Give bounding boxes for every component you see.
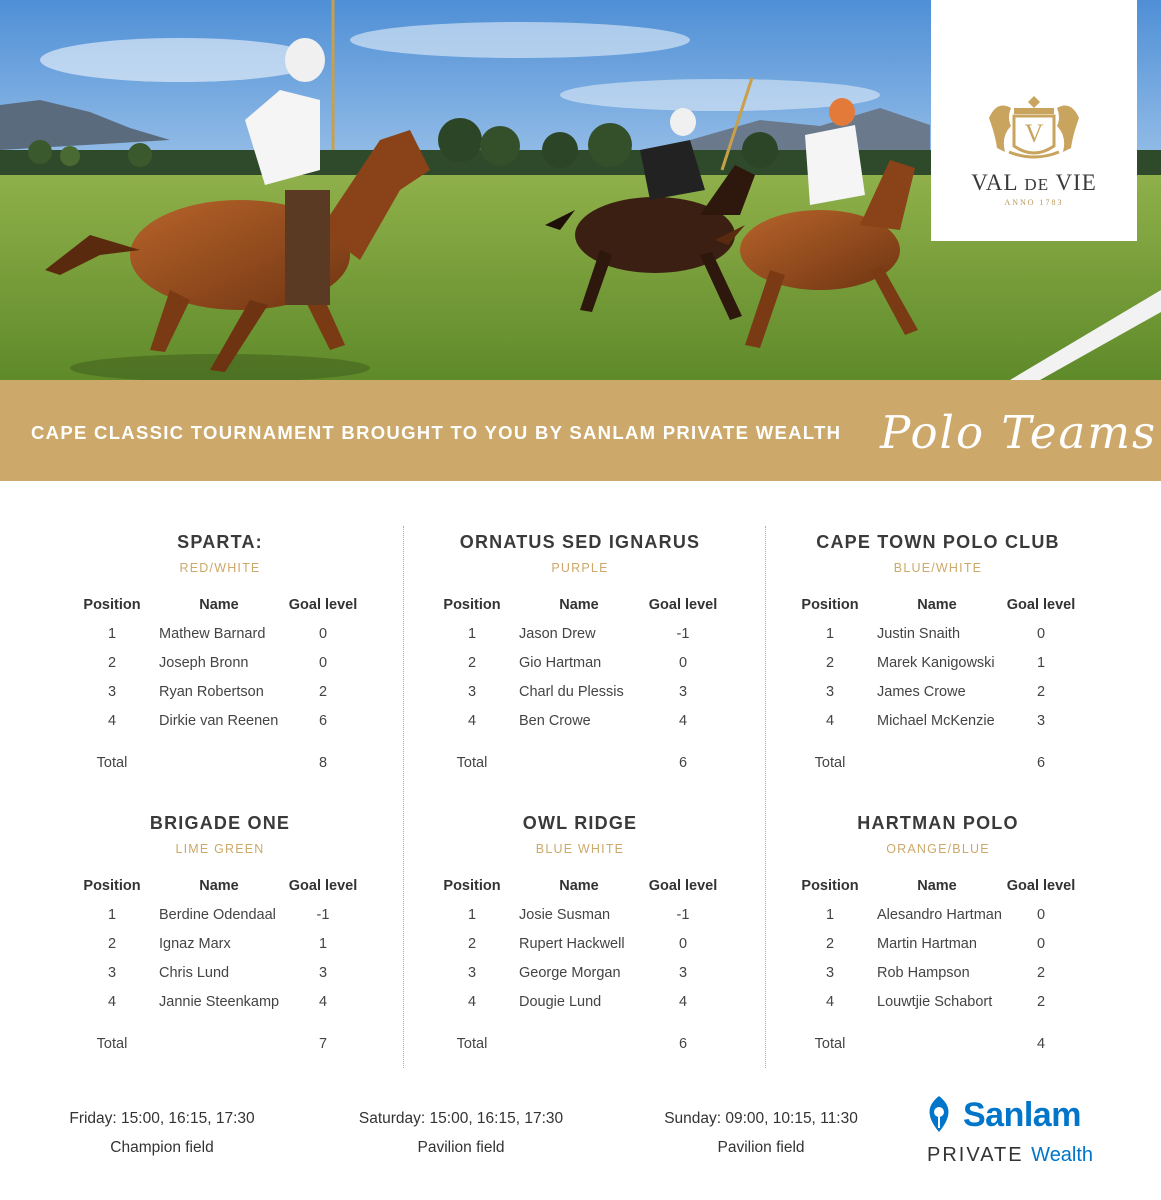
schedule-field: Pavilion field [717,1139,805,1156]
column-divider [403,526,404,1068]
schedule-time: Sunday: 09:00, 10:15, 11:30 [664,1110,858,1127]
player-goal-level: 0 [318,626,328,642]
team-colors: ORANGE/BLUE [886,842,990,856]
player-position: 1 [825,626,835,642]
total-label: Total [814,755,846,771]
player-name: Dougie Lund [519,994,602,1010]
player-goal-level: 2 [318,684,328,700]
header-position: Position [443,878,501,894]
team-name: SPARTA: [177,532,263,552]
team-block [788,813,1088,1052]
val-de-vie-logo [931,0,1137,241]
player-position: 3 [825,684,835,700]
team-block [430,532,730,771]
player-position: 1 [107,626,117,642]
player-name: Gio Hartman [519,655,602,671]
team-colors: RED/WHITE [179,561,261,575]
team-total: 8 [318,755,328,771]
player-goal-level: 0 [1036,936,1046,952]
player-goal-level: 3 [318,965,328,981]
player-name: Rob Hampson [877,965,970,981]
player-name: George Morgan [519,965,621,981]
header-goal-level: Goal level [288,597,358,613]
player-name: Alesandro Hartman [877,907,1002,923]
player-name: Justin Snaith [877,626,961,642]
private-wealth-label: PRIVATE Wealth [927,1144,1094,1166]
schedule-field: Champion field [110,1139,214,1156]
player-goal-level: 0 [1036,907,1046,923]
player-goal-level: 3 [678,965,688,981]
player-goal-level: 0 [1036,626,1046,642]
hero-image [0,0,1161,380]
pen-nib-icon [921,1094,957,1134]
player-name: Ryan Robertson [159,684,264,700]
team-total: 6 [1036,755,1046,771]
player-position: 1 [467,626,477,642]
schedule-time: Saturday: 15:00, 16:15, 17:30 [358,1110,564,1127]
player-position: 3 [467,965,477,981]
team-name: CAPE TOWN POLO CLUB [816,532,1060,552]
player-name: Marek Kanigowski [877,655,995,671]
player-goal-level: 0 [678,936,688,952]
player-goal-level: 4 [678,994,688,1010]
header-goal-level: Goal level [288,878,358,894]
player-goal-level: 0 [678,655,688,671]
total-label: Total [814,1036,846,1052]
team-total: 6 [678,755,688,771]
banner-subtitle: CAPE CLASSIC TOURNAMENT BROUGHT TO YOU BY SANLAM PRIVATE WEALTH [31,422,842,443]
player-name: James Crowe [877,684,966,700]
player-name: Rupert Hackwell [519,936,625,952]
team-block [788,532,1088,771]
header-name: Name [917,878,957,894]
schedule-time: Friday: 15:00, 16:15, 17:30 [69,1110,255,1127]
title-banner [0,380,1161,481]
total-label: Total [96,755,128,771]
sanlam-wordmark: Sanlam [963,1096,1081,1134]
header-name: Name [559,878,599,894]
team-total: 4 [1036,1036,1046,1052]
player-name: Charl du Plessis [519,684,624,700]
crest-icon [979,88,1089,168]
player-name: Michael McKenzie [877,713,995,729]
header-position: Position [83,597,141,613]
player-goal-level: 2 [1036,994,1046,1010]
header-name: Name [917,597,957,613]
header-goal-level: Goal level [1006,597,1076,613]
player-goal-level: -1 [676,626,690,642]
player-position: 3 [107,684,117,700]
player-position: 3 [467,684,477,700]
team-colors: BLUE/WHITE [893,561,983,575]
player-position: 2 [467,655,477,671]
player-position: 4 [467,994,477,1010]
player-position: 3 [107,965,117,981]
team-colors: LIME GREEN [175,842,265,856]
player-position: 2 [825,655,835,671]
player-name: Jannie Steenkamp [159,994,280,1010]
player-position: 1 [107,907,117,923]
player-position: 2 [825,936,835,952]
player-name: Jason Drew [519,626,596,642]
header-position: Position [443,597,501,613]
header-goal-level: Goal level [648,878,718,894]
player-goal-level: 0 [318,655,328,671]
header-goal-level: Goal level [648,597,718,613]
player-name: Joseph Bronn [159,655,249,671]
team-name: OWL RIDGE [522,813,638,833]
player-goal-level: 3 [1036,713,1046,729]
team-block [430,813,730,1052]
player-goal-level: 4 [318,994,328,1010]
header-name: Name [199,878,239,894]
svg-text:V: V [1024,119,1044,148]
player-position: 4 [825,994,835,1010]
team-name: HARTMAN POLO [857,813,1019,833]
header-goal-level: Goal level [1006,878,1076,894]
total-label: Total [96,1036,128,1052]
player-position: 4 [107,713,117,729]
player-goal-level: 2 [1036,965,1046,981]
player-position: 2 [467,936,477,952]
player-name: Dirkie van Reenen [159,713,279,729]
player-goal-level: 6 [318,713,328,729]
team-name: BRIGADE ONE [149,813,291,833]
player-name: Mathew Barnard [159,626,266,642]
player-name: Ben Crowe [519,713,591,729]
team-colors: PURPLE [551,561,609,575]
player-name: Louwtjie Schabort [877,994,993,1010]
player-goal-level: 2 [1036,684,1046,700]
logo-wordmark: VAL DE VIE [971,170,1097,195]
team-block [70,813,370,1052]
total-label: Total [456,1036,488,1052]
logo-anno: ANNO 1783 [1004,198,1064,207]
player-goal-level: -1 [676,907,690,923]
header-position: Position [801,597,859,613]
banner-title: Polo Teams [880,406,1158,459]
player-name: Martin Hartman [877,936,977,952]
player-goal-level: 3 [678,684,688,700]
team-colors: BLUE WHITE [535,842,625,856]
player-position: 4 [825,713,835,729]
schedule-field: Pavilion field [417,1139,505,1156]
sanlam-logo [921,1092,1111,1172]
header-name: Name [559,597,599,613]
player-goal-level: 1 [318,936,328,952]
player-position: 4 [107,994,117,1010]
player-position: 2 [107,936,117,952]
column-divider [765,526,766,1068]
player-goal-level: 1 [1036,655,1046,671]
team-total: 6 [678,1036,688,1052]
player-name: Chris Lund [159,965,230,981]
schedule-saturday [359,1110,563,1157]
player-position: 3 [825,965,835,981]
player-position: 1 [825,907,835,923]
header-position: Position [801,878,859,894]
total-label: Total [456,755,488,771]
player-name: Berdine Odendaal [159,907,276,923]
player-goal-level: -1 [316,907,330,923]
player-position: 2 [107,655,117,671]
header-name: Name [199,597,239,613]
player-position: 4 [467,713,477,729]
player-goal-level: 4 [678,713,688,729]
schedule-sunday [664,1110,858,1157]
player-name: Josie Susman [519,907,611,923]
player-name: Ignaz Marx [159,936,231,952]
header-position: Position [83,878,141,894]
player-position: 1 [467,907,477,923]
team-block [70,532,370,771]
team-total: 7 [318,1036,328,1052]
schedule-friday [69,1110,254,1157]
team-name: ORNATUS SED IGNARUS [459,532,701,552]
